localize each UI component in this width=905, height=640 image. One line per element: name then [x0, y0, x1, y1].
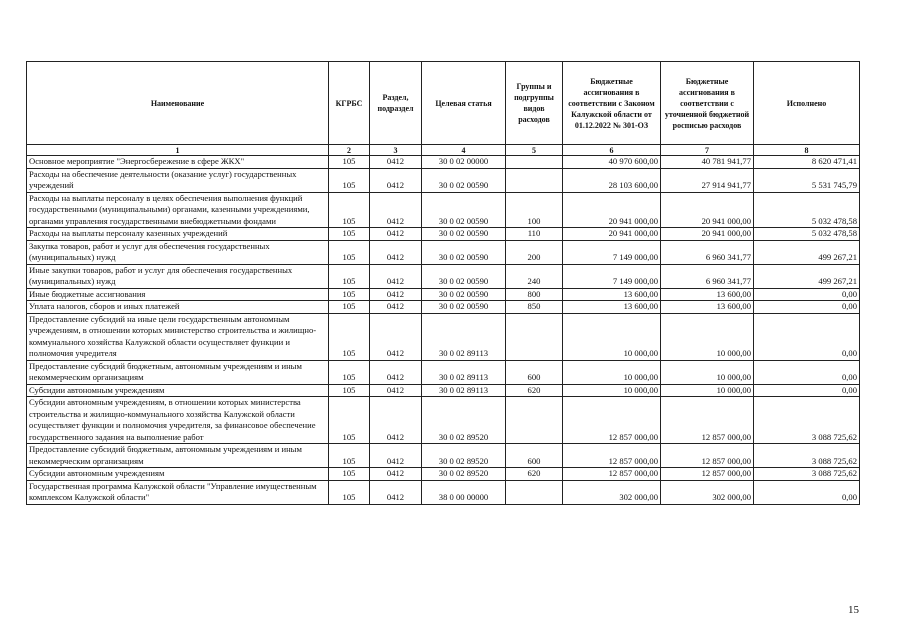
row-law-amount: 10 000,00	[563, 313, 661, 360]
table-row	[27, 480, 860, 504]
row-target: 30 0 02 00590	[422, 288, 506, 301]
row-revised-amount: 12 857 000,00	[661, 468, 754, 481]
header-executed: Исполнено	[754, 62, 860, 145]
header-law: Бюджетные ассигнования в соответствии с Законом Калужской области от 01.12.2022 № 301-ОЗ	[563, 62, 661, 145]
row-kgrbs: 105	[329, 384, 370, 397]
row-executed-amount: 5 032 478,58	[754, 228, 860, 241]
row-group: 110	[506, 228, 563, 241]
row-kgrbs: 105	[329, 240, 370, 264]
row-group: 800	[506, 288, 563, 301]
table-row	[27, 444, 860, 468]
row-name: Расходы на выплаты персоналу в целях обеспечения выполнения функций государственными (муниципальными) органами, казенными учреждениями, органами управления государственными внебюджетными фондами	[27, 192, 329, 228]
row-revised-amount: 10 000,00	[661, 313, 754, 360]
row-revised-amount: 13 600,00	[661, 301, 754, 314]
row-target: 30 0 02 00590	[422, 264, 506, 288]
row-section: 0412	[370, 240, 422, 264]
row-group	[506, 168, 563, 192]
row-executed-amount: 499 267,21	[754, 264, 860, 288]
column-number: 5	[506, 145, 563, 156]
row-section: 0412	[370, 360, 422, 384]
row-section: 0412	[370, 468, 422, 481]
header-revised: Бюджетные ассигнования в соответствии с уточненной бюджетной росписью расходов	[661, 62, 754, 145]
header-section: Раздел, подраздел	[370, 62, 422, 145]
row-law-amount: 7 149 000,00	[563, 264, 661, 288]
row-group: 620	[506, 384, 563, 397]
row-executed-amount: 5 032 478,58	[754, 192, 860, 228]
table-row	[27, 397, 860, 444]
row-target: 30 0 02 00590	[422, 228, 506, 241]
row-revised-amount: 12 857 000,00	[661, 444, 754, 468]
row-name: Иные закупки товаров, работ и услуг для обеспечения государственных (муниципальных) нужд	[27, 264, 329, 288]
row-law-amount: 302 000,00	[563, 480, 661, 504]
page-number: 15	[848, 604, 859, 616]
row-law-amount: 20 941 000,00	[563, 228, 661, 241]
table-row	[27, 156, 860, 169]
row-law-amount: 10 000,00	[563, 360, 661, 384]
table-row	[27, 192, 860, 228]
row-section: 0412	[370, 384, 422, 397]
row-law-amount: 12 857 000,00	[563, 444, 661, 468]
row-section: 0412	[370, 264, 422, 288]
row-executed-amount: 5 531 745,79	[754, 168, 860, 192]
header-name: Наименование	[27, 62, 329, 145]
row-section: 0412	[370, 480, 422, 504]
column-number: 7	[661, 145, 754, 156]
row-name: Иные бюджетные ассигнования	[27, 288, 329, 301]
row-name: Расходы на обеспечение деятельности (оказание услуг) государственных учреждений	[27, 168, 329, 192]
row-target: 30 0 02 00590	[422, 301, 506, 314]
row-target: 30 0 02 89113	[422, 313, 506, 360]
row-revised-amount: 20 941 000,00	[661, 192, 754, 228]
row-law-amount: 28 103 600,00	[563, 168, 661, 192]
row-law-amount: 10 000,00	[563, 384, 661, 397]
row-group	[506, 156, 563, 169]
row-target: 38 0 00 00000	[422, 480, 506, 504]
row-law-amount: 13 600,00	[563, 301, 661, 314]
table-row	[27, 264, 860, 288]
column-number: 1	[27, 145, 329, 156]
column-number: 8	[754, 145, 860, 156]
row-revised-amount: 6 960 341,77	[661, 240, 754, 264]
row-name: Основное мероприятие "Энергосбережение в сфере ЖКХ"	[27, 156, 329, 169]
table-row	[27, 313, 860, 360]
row-name: Предоставление субсидий бюджетным, автономным учреждениям и иным некоммерческим организациям	[27, 360, 329, 384]
row-group: 600	[506, 444, 563, 468]
row-section: 0412	[370, 192, 422, 228]
row-revised-amount: 20 941 000,00	[661, 228, 754, 241]
row-revised-amount: 10 000,00	[661, 360, 754, 384]
header-kgrbs: КГРБС	[329, 62, 370, 145]
column-number: 2	[329, 145, 370, 156]
row-law-amount: 40 970 600,00	[563, 156, 661, 169]
row-section: 0412	[370, 301, 422, 314]
row-revised-amount: 302 000,00	[661, 480, 754, 504]
row-kgrbs: 105	[329, 301, 370, 314]
table-row	[27, 288, 860, 301]
table-row	[27, 384, 860, 397]
row-section: 0412	[370, 397, 422, 444]
header-target: Целевая статья	[422, 62, 506, 145]
table-row	[27, 360, 860, 384]
header-groups: Группы и подгруппы видов расходов	[506, 62, 563, 145]
row-group	[506, 480, 563, 504]
row-kgrbs: 105	[329, 156, 370, 169]
column-number: 3	[370, 145, 422, 156]
table-row	[27, 240, 860, 264]
row-executed-amount: 0,00	[754, 384, 860, 397]
row-revised-amount: 12 857 000,00	[661, 397, 754, 444]
row-executed-amount: 0,00	[754, 360, 860, 384]
row-group: 850	[506, 301, 563, 314]
row-target: 30 0 02 00590	[422, 192, 506, 228]
column-number: 6	[563, 145, 661, 156]
table-row	[27, 301, 860, 314]
row-law-amount: 12 857 000,00	[563, 397, 661, 444]
row-section: 0412	[370, 313, 422, 360]
row-group: 200	[506, 240, 563, 264]
row-revised-amount: 40 781 941,77	[661, 156, 754, 169]
row-executed-amount: 8 620 471,41	[754, 156, 860, 169]
row-kgrbs: 105	[329, 468, 370, 481]
row-group	[506, 397, 563, 444]
row-executed-amount: 3 088 725,62	[754, 444, 860, 468]
row-group: 100	[506, 192, 563, 228]
row-section: 0412	[370, 444, 422, 468]
row-law-amount: 13 600,00	[563, 288, 661, 301]
row-group	[506, 313, 563, 360]
table-row	[27, 468, 860, 481]
row-executed-amount: 3 088 725,62	[754, 397, 860, 444]
row-name: Субсидии автономным учреждениям	[27, 384, 329, 397]
row-law-amount: 7 149 000,00	[563, 240, 661, 264]
table-row	[27, 168, 860, 192]
row-target: 30 0 02 89520	[422, 397, 506, 444]
row-name: Расходы на выплаты персоналу казенных учреждений	[27, 228, 329, 241]
row-name: Закупка товаров, работ и услуг для обеспечения государственных (муниципальных) нужд	[27, 240, 329, 264]
row-executed-amount: 0,00	[754, 301, 860, 314]
column-number: 4	[422, 145, 506, 156]
row-revised-amount: 27 914 941,77	[661, 168, 754, 192]
row-executed-amount: 3 088 725,62	[754, 468, 860, 481]
budget-table	[26, 61, 860, 505]
row-revised-amount: 10 000,00	[661, 384, 754, 397]
row-target: 30 0 02 00590	[422, 168, 506, 192]
table-row	[27, 228, 860, 241]
row-kgrbs: 105	[329, 360, 370, 384]
row-name: Уплата налогов, сборов и иных платежей	[27, 301, 329, 314]
row-target: 30 0 02 89113	[422, 360, 506, 384]
row-executed-amount: 0,00	[754, 480, 860, 504]
row-kgrbs: 105	[329, 313, 370, 360]
row-target: 30 0 02 00590	[422, 240, 506, 264]
row-revised-amount: 13 600,00	[661, 288, 754, 301]
row-name: Субсидии автономным учреждениям	[27, 468, 329, 481]
row-group: 240	[506, 264, 563, 288]
row-kgrbs: 105	[329, 288, 370, 301]
row-name: Субсидии автономным учреждениям, в отношении которых министерства строительства и жилищно-коммунального хозяйства Калужской области осуществляет функции и полномочия учредителя, за финансовое обеспечение государственного задания на выполнение работ	[27, 397, 329, 444]
row-target: 30 0 02 89520	[422, 468, 506, 481]
row-section: 0412	[370, 156, 422, 169]
row-executed-amount: 0,00	[754, 288, 860, 301]
row-section: 0412	[370, 228, 422, 241]
row-kgrbs: 105	[329, 192, 370, 228]
row-kgrbs: 105	[329, 264, 370, 288]
row-revised-amount: 6 960 341,77	[661, 264, 754, 288]
row-law-amount: 12 857 000,00	[563, 468, 661, 481]
row-target: 30 0 02 00000	[422, 156, 506, 169]
row-group: 620	[506, 468, 563, 481]
row-kgrbs: 105	[329, 397, 370, 444]
row-group: 600	[506, 360, 563, 384]
row-kgrbs: 105	[329, 480, 370, 504]
row-kgrbs: 105	[329, 168, 370, 192]
row-section: 0412	[370, 288, 422, 301]
row-name: Государственная программа Калужской области "Управление имущественным комплексом Калужской области"	[27, 480, 329, 504]
row-target: 30 0 02 89520	[422, 444, 506, 468]
row-kgrbs: 105	[329, 444, 370, 468]
column-number-row	[27, 145, 860, 156]
row-kgrbs: 105	[329, 228, 370, 241]
row-name: Предоставление субсидий на иные цели государственным автономным учреждениям, в отношении которых министерство строительства и жилищно-коммунального хозяйства Калужской области осуществляет функции и полномочия учредителя	[27, 313, 329, 360]
table-header	[27, 62, 860, 156]
table-body	[27, 156, 860, 505]
row-target: 30 0 02 89113	[422, 384, 506, 397]
row-name: Предоставление субсидий бюджетным, автономным учреждениям и иным некоммерческим организациям	[27, 444, 329, 468]
row-section: 0412	[370, 168, 422, 192]
row-executed-amount: 0,00	[754, 313, 860, 360]
row-law-amount: 20 941 000,00	[563, 192, 661, 228]
row-executed-amount: 499 267,21	[754, 240, 860, 264]
